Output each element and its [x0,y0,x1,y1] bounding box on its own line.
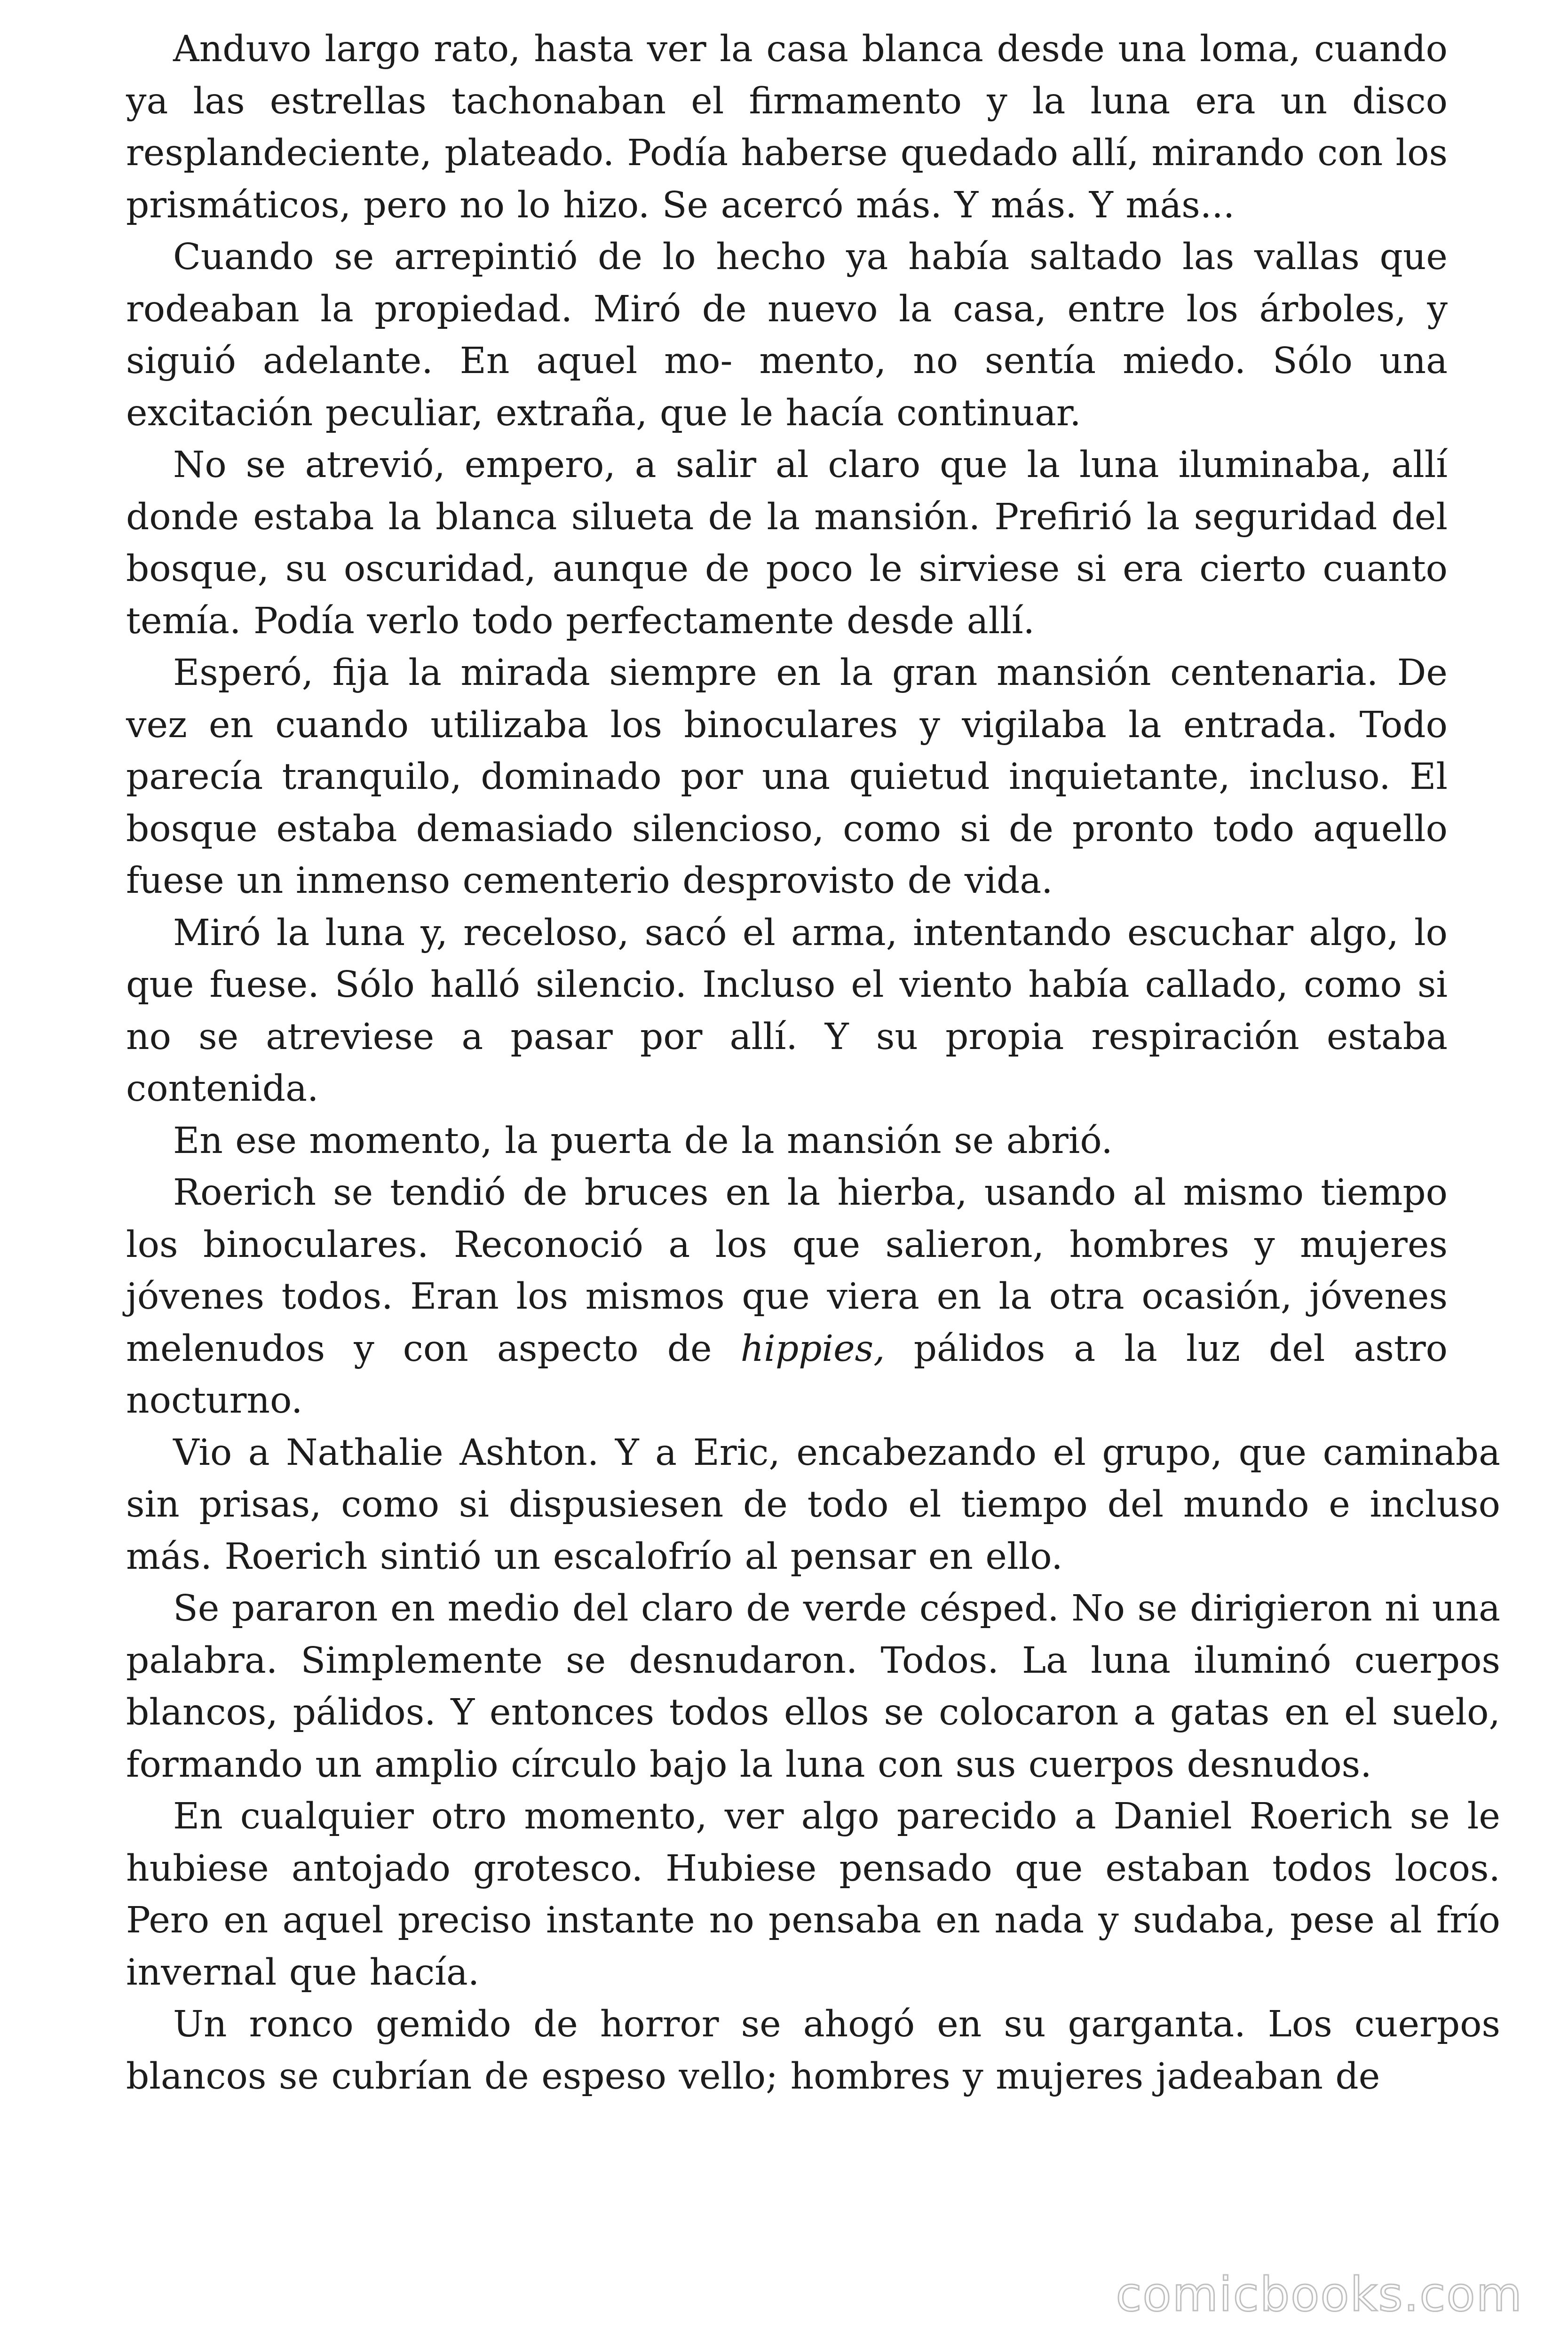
paragraph: Esperó, fija la mirada siempre en la gran mansión centenaria. De vez en cuando utilizaba los binoculares y vigilaba la entrada. Todo parecía tranquilo, dominado por una quietud inquietante, incluso. El bosque estaba demasiado silencioso, como si de pronto todo aquello fuese un inmenso cementerio desprovisto de vida. [126,652,1448,902]
paragraph [126,1167,1448,1427]
paragraph: Vio a Nathalie Ashton. Y a Eric, encabezando el grupo, que caminaba sin prisas, como si dispusiesen de todo el tiempo del mundo e incluso más. Roerich sintió un escalofrío al pensar en ello. [126,1431,1500,1578]
paragraph: Miró la luna y, receloso, sacó el arma, intentando escuchar algo, lo que fuese. Sólo halló silencio. Incluso el viento había callado, como si no se atreviese a pasar por allí. Y su propia respiración estaba contenida. [126,912,1448,1110]
paragraph-text: pálidos a la luz del astro nocturno. [126,1327,1448,1422]
paragraph: En cualquier otro momento, ver algo parecido a Daniel Roerich se le hubiese antojado grotesco. Hubiese pensado que estaban todos locos. Pero en aquel preciso instante no pensaba en nada y sudaba, pese al frío invernal que hacía. [126,1796,1500,1994]
italic-word: hippies, [740,1327,885,1370]
watermark: comicbooks.com [1116,2267,1523,2322]
page-text [126,24,1500,2103]
paragraph: Se pararon en medio del claro de verde césped. No se dirigieron ni una palabra. Simplemente se desnudaron. Todos. La luna iluminó cuerpos blancos, pálidos. Y entonces todos ellos se colocaron a gatas en el suelo, formando un amplio círculo bajo la luna con sus cuerpos desnudos. [126,1588,1500,1786]
paragraph-text: Roerich se tendió de bruces en la hierba, usando al mismo tiempo los binoculares. Reconoció a los que salieron, hombres y mujeres jóvenes todos. Eran los mismos que viera en la otra ocasión, jóvenes melenudos y con aspecto de [126,1172,1448,1370]
paragraph: Cuando se arrepintió de lo hecho ya había saltado las vallas que rodeaban la propiedad. Miró de nuevo la casa, entre los árboles, y siguió adelante. En aquel mo- mento, no sentía miedo. Sólo una excitación peculiar, extraña, que le hacía continuar. [126,236,1448,434]
paragraph: Anduvo largo rato, hasta ver la casa blanca desde una loma, cuando ya las estrellas tachonaban el firmamento y la luna era un disco resplandeciente, plateado. Podía haberse quedado allí, mirando con los prismáticos, pero no lo hizo. Se acercó más. Y más. Y más... [126,28,1448,226]
paragraph: En ese momento, la puerta de la mansión se abrió. [173,1120,1113,1162]
paragraph: No se atrevió, empero, a salir al claro que la luna iluminaba, allí donde estaba la blanca silueta de la mansión. Prefirió la seguridad del bosque, su oscuridad, aunque de poco le sirviese si era cierto cuanto temía. Podía verlo todo perfectamente desde allí. [126,444,1448,642]
paragraph: Un ronco gemido de horror se ahogó en su garganta. Los cuerpos blancos se cubrían de espeso vello; hombres y mujeres jadeaban de [126,2003,1500,2098]
